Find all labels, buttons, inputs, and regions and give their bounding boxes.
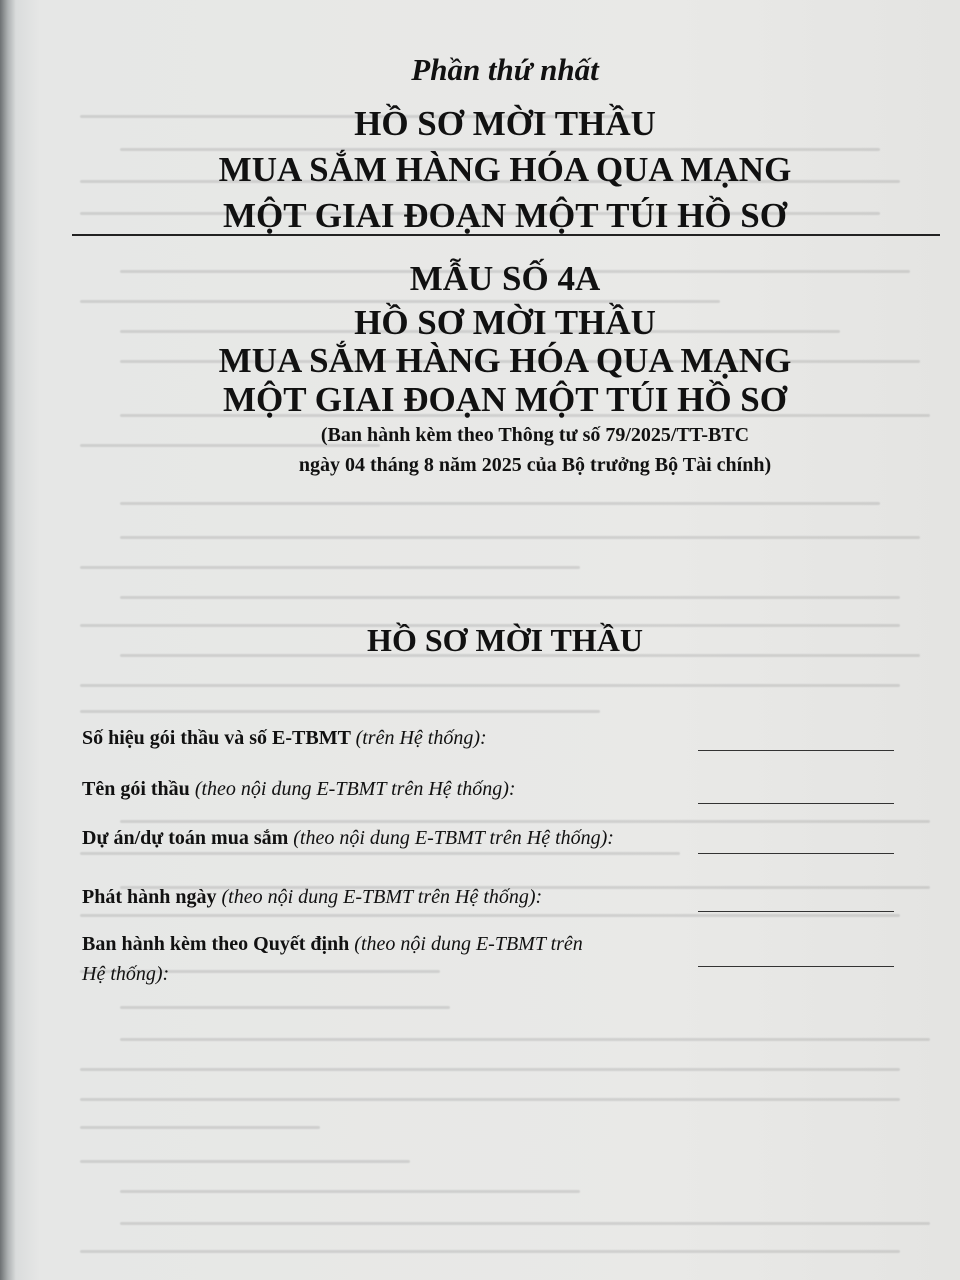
field-label: Phát hành ngày	[82, 886, 217, 908]
part-heading: Phần thứ nhất	[411, 52, 599, 87]
field-label: Ban hành kèm theo Quyết định	[82, 933, 350, 955]
issuance-note-line-1: (Ban hành kèm theo Thông tư số 79/2025/TT-BTC	[320, 424, 750, 446]
main-title-line-3: MỘT GIAI ĐOẠN MỘT TÚI HỒ SƠ	[223, 196, 787, 235]
field-label: Tên gói thầu	[82, 778, 190, 800]
field-label: Số hiệu gói thầu và số E-TBMT	[82, 727, 351, 749]
form-title-line-1: HỒ SƠ MỜI THẦU	[354, 303, 656, 342]
blank-line-decision	[698, 966, 894, 967]
field-package-name	[82, 778, 516, 801]
form-title-line-2: MUA SẮM HÀNG HÓA QUA MẠNG	[218, 341, 792, 380]
field-note: (theo nội dung E-TBMT trên	[354, 933, 583, 955]
field-package-number	[82, 727, 487, 750]
blank-line-package-number	[698, 750, 894, 751]
main-title-line-1: HỒ SƠ MỜI THẦU	[354, 104, 656, 143]
form-title-line-3: MỘT GIAI ĐOẠN MỘT TÚI HỒ SƠ	[223, 380, 787, 419]
main-title-line-2: MUA SẮM HÀNG HÓA QUA MẠNG	[218, 150, 792, 189]
field-note: (theo nội dung E-TBMT trên Hệ thống):	[221, 886, 543, 908]
field-issue-date	[82, 886, 542, 909]
field-note-continued: Hệ thống):	[82, 963, 170, 985]
field-decision	[82, 929, 583, 989]
field-label: Dự án/dự toán mua sắm	[82, 827, 289, 849]
cover-title: HỒ SƠ MỜI THẦU	[367, 622, 643, 658]
blank-line-package-name	[698, 803, 894, 804]
blank-line-issue-date	[698, 911, 894, 912]
issuance-note-line-2: ngày 04 tháng 8 năm 2025 của Bộ trưởng Bộ Tài chính)	[298, 454, 772, 476]
field-note: (theo nội dung E-TBMT trên Hệ thống):	[194, 778, 516, 800]
blank-line-project	[698, 853, 894, 854]
form-number: MẪU SỐ 4A	[409, 259, 601, 298]
field-note: (theo nội dung E-TBMT trên Hệ thống):	[293, 827, 614, 849]
horizontal-divider	[72, 234, 940, 236]
field-note: (trên Hệ thống):	[355, 727, 487, 749]
field-project	[82, 827, 614, 850]
